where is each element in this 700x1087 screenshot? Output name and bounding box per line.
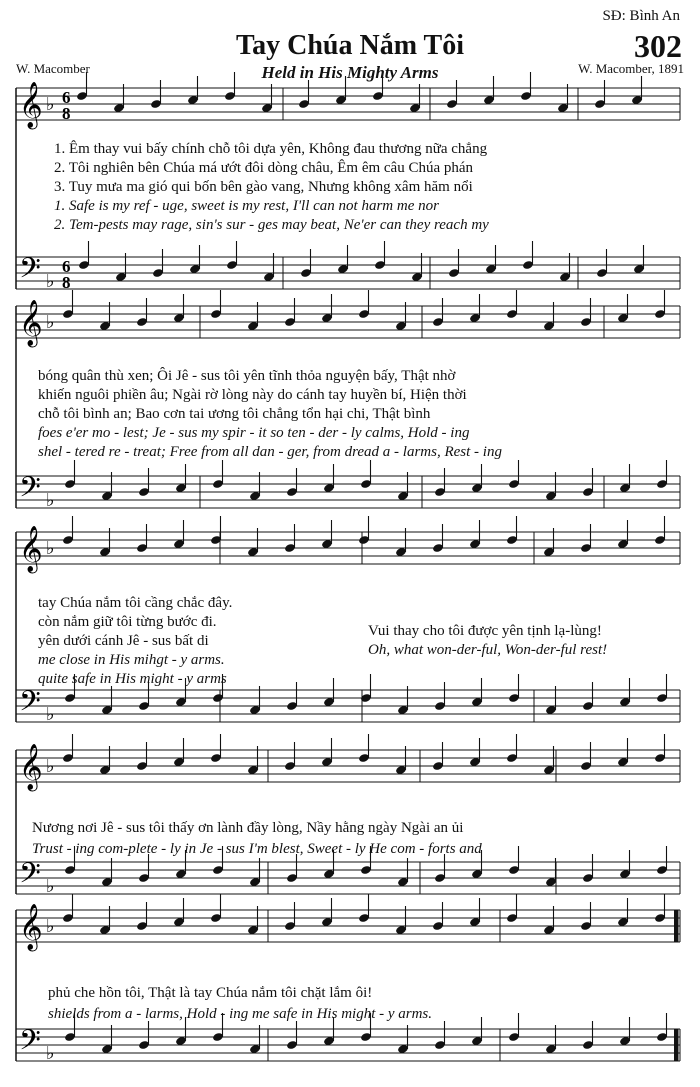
lyric-line: 2. Tôi nghiên bên Chúa má ướt đôi dòng châu, Êm êm câu Chúa phán	[54, 160, 474, 176]
treble-clef-icon: 𝄞	[19, 300, 43, 346]
lyric-line: Vui thay cho tôi được yên tịnh lạ-lùng!	[368, 623, 602, 639]
bass-staff	[16, 460, 680, 508]
treble-clef-icon: 𝄞	[19, 744, 43, 790]
treble-staff	[16, 516, 680, 564]
flat-icon: ♭	[46, 94, 55, 115]
lyric-line: khiến nguôi phiền âu; Ngài rờ lòng này do cánh tay huyền bí, Hiện thời	[38, 387, 467, 403]
bass-clef-icon: 𝄢	[19, 685, 41, 725]
flat-icon: ♭	[46, 756, 55, 777]
lyric-line: Nương nơi Jê - sus tôi thấy ơn lành đầy lòng, Nầy hằng ngày Ngài an ủi	[32, 820, 464, 836]
lyric-line: tay Chúa nắm tôi cầng chắc đây.	[38, 595, 233, 611]
flat-icon: ♭	[46, 704, 55, 725]
lyric-line: còn nắm giữ tôi từng bước đi.	[38, 614, 217, 630]
bass-clef-icon: 𝄢	[19, 857, 41, 897]
time-signature-bottom: 8	[62, 104, 71, 123]
flat-icon: ♭	[46, 490, 55, 511]
flat-icon: ♭	[46, 538, 55, 559]
time-signature-top: 6	[62, 257, 71, 276]
lyric-line: yên dưới cánh Jê - sus bất di	[38, 633, 209, 649]
composer: W. Macomber, 1891	[578, 61, 684, 76]
lyric-line: shields from a - larms, Hold - ing me safe in His might - y arms.	[48, 1006, 433, 1022]
lyric-line: bóng quân thù xen; Ôi Jê - sus tôi yên tĩnh thỏa nguyện bấy, Thật nhờ	[38, 368, 456, 384]
lyric-line: quite safe in His might - y arms	[38, 671, 227, 687]
bass-staff	[16, 241, 680, 289]
treble-clef-icon: 𝄞	[19, 82, 43, 128]
treble-clef-icon: 𝄞	[19, 526, 43, 572]
treble-staff	[16, 72, 680, 120]
lyric-line: 1. Safe is my ref - uge, sweet is my rest, I'll can not harm me nor	[54, 198, 439, 214]
treble-staff	[16, 734, 680, 782]
lyric-line: foes e'er mo - lest; Je - sus my spir - it so ten - der - ly calms, Hold - ing	[38, 425, 470, 441]
bass-clef-icon: 𝄢	[19, 471, 41, 511]
flat-icon: ♭	[46, 916, 55, 937]
bass-clef-icon: 𝄢	[19, 252, 41, 292]
lyric-line: phủ che hồn tôi, Thật là tay Chúa nắm tôi chặt lắm ôi!	[48, 985, 373, 1001]
flat-icon: ♭	[46, 876, 55, 897]
lyricist: W. Macomber	[16, 61, 90, 76]
lyric-line: 3. Tuy mưa ma gió qui bốn bên gào vang, Nhưng không xâm hăm nổi	[54, 179, 473, 195]
flat-icon: ♭	[46, 271, 55, 292]
lyric-line: Oh, what won-der-ful, Won-der-ful rest!	[368, 642, 608, 658]
time-signature-bottom: 8	[62, 273, 71, 292]
flat-icon: ♭	[46, 1043, 55, 1064]
hymn-number: 302	[634, 28, 682, 64]
lyric-line: Trust - ing com-plete - ly in Je - sus I'm blest, Sweet - ly He com - forts and	[32, 841, 482, 857]
lyric-line: 1. Êm thay vui bấy chính chỗ tôi dựa yên, Không đau thương nữa chẳng	[54, 141, 488, 157]
lyric-line: 2. Tem-pests may rage, sin's sur - ges may beat, Ne'er can they reach my	[54, 217, 489, 233]
tune-name: SĐ: Bình An	[602, 8, 680, 24]
lyric-line: chỗ tôi bình an; Bao cơn tai ương tôi chẳng tổn hại chi, Thật bình	[38, 406, 431, 422]
hymn-subtitle: Held in His Mighty Arms	[261, 63, 439, 82]
lyric-line: me close in His mihgt - y arms.	[38, 652, 225, 668]
treble-clef-icon: 𝄞	[19, 904, 43, 950]
hymn-title: Tay Chúa Nắm Tôi	[236, 30, 464, 61]
time-signature-top: 6	[62, 88, 71, 107]
flat-icon: ♭	[46, 312, 55, 333]
treble-staff	[16, 894, 680, 942]
lyric-line: shel - tered re - treat; Free from all dan - ger, from dread a - larms, Rest - ing	[38, 444, 502, 460]
treble-staff	[16, 290, 680, 338]
bass-clef-icon: 𝄢	[19, 1024, 41, 1064]
